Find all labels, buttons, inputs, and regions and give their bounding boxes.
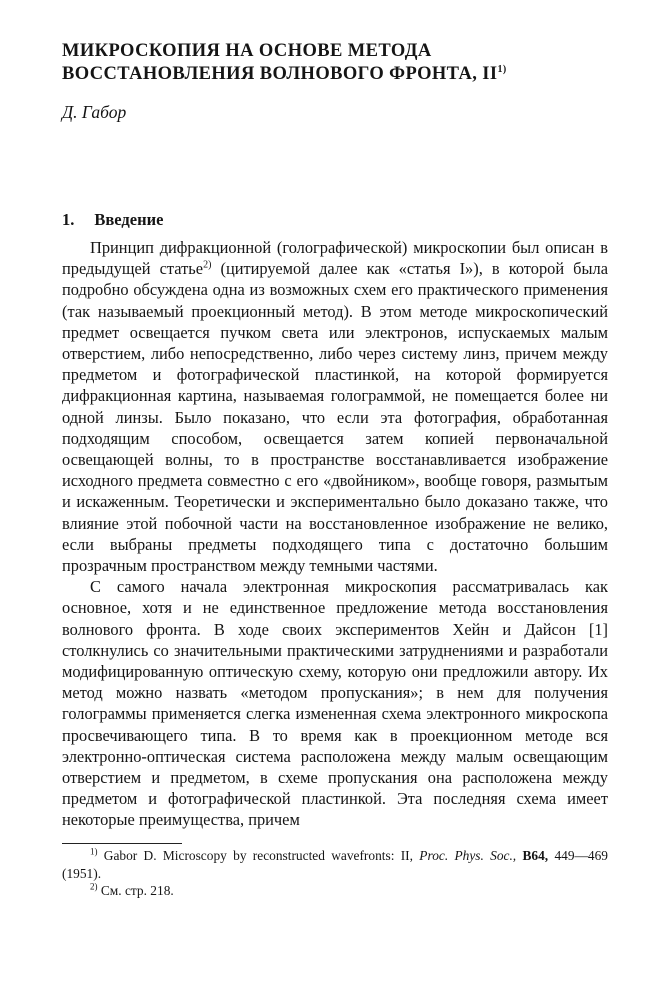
footnote-1-journal: Proc. Phys. Soc., — [419, 848, 517, 863]
footnote-1-title: Microscopy by reconstructed wavefronts: II, — [162, 848, 413, 863]
footnote-1 — [62, 847, 608, 882]
section-number: 1. — [62, 210, 75, 229]
footnote-1-volume: B64, — [522, 848, 549, 863]
author-name: Д. Габор — [62, 102, 127, 122]
paragraph-1-start: Принцип дифракционной (голографической) микроскопии был описан в предыдущей статье — [62, 238, 608, 279]
paragraph-2: С самого начала электронная микроскопия рассматривалась как основное, хотя и не единственное предложение метода восстановления волнового фронта. В ходе своих экспериментов Хейн и Дайсон [1] столкнулись со значительными практическими затруднениями и разработали модифицированную оптическую схему, которую они предложили автору. Их метод можно назвать «методом пропускания»; в нем для получения голограммы применяется слегка измененная схема электронного микроскопа просвечивающего типа. В то время как в проекционном методе вся электронно-оптическая система расположена между малым освещающим отверстием и предметом, в схеме пропускания она расположена между предметом и фотографической пластинкой. Эта последняя схема имеет некоторые преимущества, причем — [62, 577, 608, 830]
footnote-divider — [62, 843, 182, 844]
body-text — [62, 237, 608, 831]
paragraph-1-footnote-mark: 2) — [203, 259, 212, 271]
paragraph-1-rest: (цитируемой далее как «статья I»), в которой была подробно обсуждена одна из возможных схем его практического применения (так называемый проекционный метод). В этом методе микроскопический предмет освещается пучком света или электронов, испускаемых малым отверстием, либо непосредственно, либо через систему линз, причем между предметом и фотографической пластинкой, на которой формируется дифракционная картина, называемая голограммой, не помещается более ни одной линзы. Было показано, что если эта фотография, обработанная подходящим способом, освещается затем копией первоначальной освещающей волны, то в пространстве восстанавливается изображение исходного предмета совместно с его «двойником», вообще говоря, размытым и искаженным. Теоретически и экспериментально было доказано также, что влияние этой побочной части на восстановленное изображение не велико, если выбраны предметы подходящего типа с достаточно большим прозрачным пространством между темными частями. — [62, 259, 608, 576]
footnote-1-mark: 1) — [90, 846, 98, 857]
title-footnote-mark: 1) — [497, 63, 507, 75]
footnote-2-text: См. стр. 218. — [100, 883, 174, 898]
section-heading — [62, 210, 163, 230]
footnote-2-mark: 2) — [90, 881, 98, 892]
footnote-2 — [62, 882, 608, 900]
footnotes — [62, 847, 608, 900]
paragraph-1 — [62, 237, 608, 576]
footnote-1-pages: 449—469 (1951). — [62, 848, 608, 881]
section-title: Введение — [94, 210, 164, 229]
article-title-text: МИКРОСКОПИЯ НА ОСНОВЕ МЕТОДА ВОССТАНОВЛЕНИЯ ВОЛНОВОГО ФРОНТА, II — [62, 41, 498, 84]
article-title — [62, 40, 622, 86]
footnote-1-authors: Gabor D. — [103, 848, 157, 863]
